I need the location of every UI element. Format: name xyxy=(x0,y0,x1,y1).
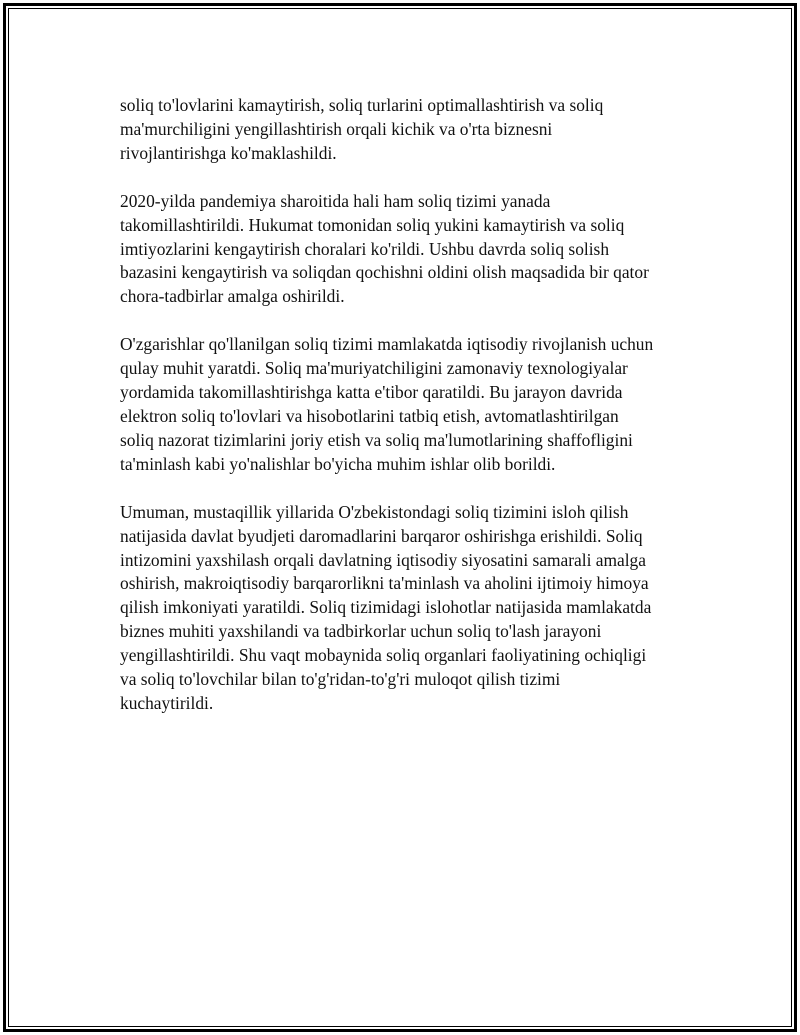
page-frame xyxy=(3,3,797,1032)
document-body xyxy=(120,94,700,740)
paragraph: soliq to'lovlarini kamaytirish, soliq turlarini optimallashtirish va soliq ma'murchiligini yengillashtirish orqali kichik va o'rta biznesni rivojlantirishga ko'maklashildi. xyxy=(120,95,604,163)
paragraph: 2020-yilda pandemiya sharoitida hali ham soliq tizimi yanada takomillashtirildi. Hukumat tomonidan soliq yukini kamaytirish va soliq imtiyozlarini kengaytirish choralari ko'rildi. Ushbu davrda soliq solish bazasini kengaytirish va soliqdan qochishni oldini olish maqsadida bir qator chora-tadbirlar amalga oshirildi. xyxy=(120,190,649,307)
paragraph: O'zgarishlar qo'llanilgan soliq tizimi mamlakatda iqtisodiy rivojlanish uchun qulay muhit yaratdi. Soliq ma'muriyatchiligini zamonaviy texnologiyalar yordamida takomillashtirishga katta e'tibor qaratildi. Bu jarayon davrida elektron soliq to'lovlari va hisobotlarini tatbiq etish, avtomatlashtirilgan soliq nazorat tizimlarini joriy etish va soliq ma'lumotlarining shaffofligini ta'minlash kabi yo'nalishlar bo'yicha muhim ishlar olib borildi. xyxy=(120,334,654,474)
paragraph: Umuman, mustaqillik yillarida O'zbekistondagi soliq tizimini isloh qilish natijasida davlat byudjeti daromadlarini barqaror oshirishga erishildi. Soliq intizomini yaxshilash orqali davlatning iqtisodiy siyosatini samarali amalga oshirish, makroiqtisodiy barqarorlikni ta'minlash va aholini ijtimoiy himoya qilish imkoniyati yaratildi. Soliq tizimidagi islohotlar natijasida mamlakatda biznes muhiti yaxshilandi va tadbirkorlar uchun soliq to'lash jarayoni yengillashtirildi. Shu vaqt mobaynida soliq organlari faoliyatining ochiqligi va soliq to'lovchilar bilan to'g'ridan-to'g'ri muloqot qilish tizimi kuchaytirildi. xyxy=(120,501,652,713)
